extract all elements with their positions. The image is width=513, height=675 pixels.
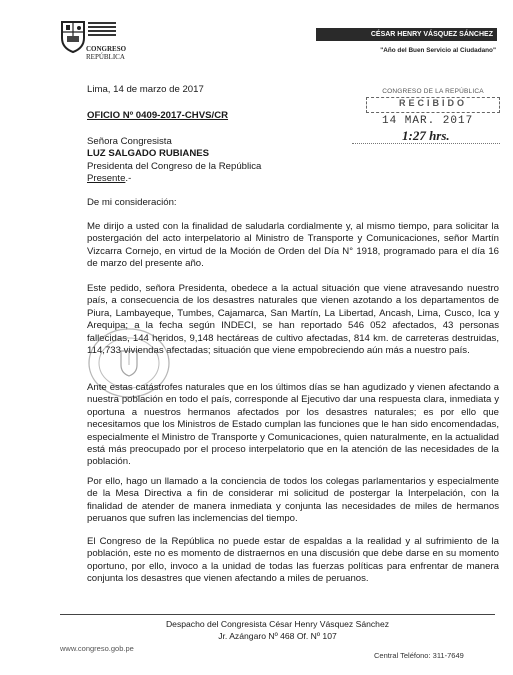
presente-text: Presente [87, 173, 126, 184]
body-paragraph-3: Ante estas catástrofes naturales que en los últimos días se han agudizado y vienen afectando a nuestra población en todo el país, corresponde al Ejecutivo dar una respuesta clara, inmediata y oportuna a nuestros hermanos afectados por los desastres naturales; es por ello que necesitamos que los Ministros de Estado cumplan las funciones que le han sido encomendadas, especialmente el Ministro de Transporte y Comunicaciones, quien naturalmente, en la actualidad está más preocupado por el proceso interpelatorio que en la atención de las necesidades de la población. [87, 382, 499, 468]
stamp-institution: CONGRESO DE LA REPÚBLICA [382, 88, 484, 95]
body-paragraph-4: Por ello, hago un llamado a la conciencia de todos los colegas parlamentarios y especialmente de la Mesa Directiva a fin de considerar mi solicitud de postergar la Interpelación, con la finalidad de atender de manera inmediata y conjunta las necesidades de miles de hermanos peruanos que sufren las inclemencias del tiempo. [87, 476, 499, 525]
stamp-date: 14 MAR. 2017 [382, 115, 474, 127]
logo-stripes [88, 22, 116, 40]
logo-text-republica: REPÚBLICA [86, 53, 125, 61]
footer-office: Despacho del Congresista César Henry Vásquez Sánchez [165, 619, 390, 629]
footer-divider [60, 614, 495, 615]
stamp-dotted-line [352, 143, 500, 144]
recipient-name: LUZ SALGADO RUBIANES [87, 148, 210, 159]
congress-logo [58, 18, 127, 64]
letter-date: Lima, 14 de marzo de 2017 [87, 84, 204, 95]
stamp-received: RECIBIDO [398, 98, 467, 108]
salutation-title: Señora Congresista [87, 136, 172, 147]
congressman-banner: CÉSAR HENRY VÁSQUEZ SÁNCHEZ [316, 28, 497, 41]
received-stamp [352, 88, 500, 156]
body-paragraph-5: El Congreso de la República no puede estar de espaldas a la realidad y al sufrimiento de la población, este no es momento de distraernos en una discusión que debe darse en su momento oportuno, por ello, invoco a la unidad de todas las fuerzas políticas para enfrentar de manera conjunta los desastres que vienen afectando a miles de peruanos. [87, 536, 499, 585]
presente-line [87, 173, 131, 185]
presente-suffix: .- [125, 173, 132, 184]
year-motto: "Año del Buen Servicio al Ciudadano" [380, 47, 496, 54]
recipient-role: Presidenta del Congreso de la República [87, 161, 262, 172]
body-paragraph-1: Me dirijo a usted con la finalidad de saludarla cordialmente y, al mismo tiempo, para solicitar la postergación del acto interpelatorio al Ministro de Transporte y Comunicaciones, señor Martín Vizcarra Cornejo, en virtud de la Moción de Orden del Día N° 1918, programado para el día 16 de marzo del presente año. [87, 221, 499, 270]
footer-address: Jr. Azángaro Nº 468 Of. Nº 107 [218, 631, 337, 641]
greeting: De mi consideración: [87, 197, 177, 208]
stamp-hour: 1:27 hrs. [402, 128, 450, 143]
body-paragraph-2: Este pedido, señora Presidenta, obedece a la actual situación que viene atravesando nuestro país, a consecuencia de los desastres naturales que vienen azotando a los departamentos de Piura, Lambayeque, Tumbes, Cajamarca, San Martín, La Libertad, Ancash, Lima, Cusco, Ica y Arequipa; a la fecha según INDECI, se han reportado 546 052 afectados, 43 personas fallecidas, 144 heridos, 9,148 hectáreas de cultivo afectadas, 814 km. de carreteras destruidas, 114,733 viviendas afectadas; situación que viene empobreciendo aún más a nuestro país. [87, 283, 499, 357]
footer-phone: Central Teléfono: 311-7649 [374, 651, 464, 660]
logo-text-congreso: CONGRESO [86, 45, 127, 53]
letter-reference: OFICIO Nº 0409-2017-CHVS/CR [87, 110, 229, 121]
coat-of-arms-icon [58, 18, 88, 54]
footer-website: www.congreso.gob.pe [60, 644, 134, 653]
